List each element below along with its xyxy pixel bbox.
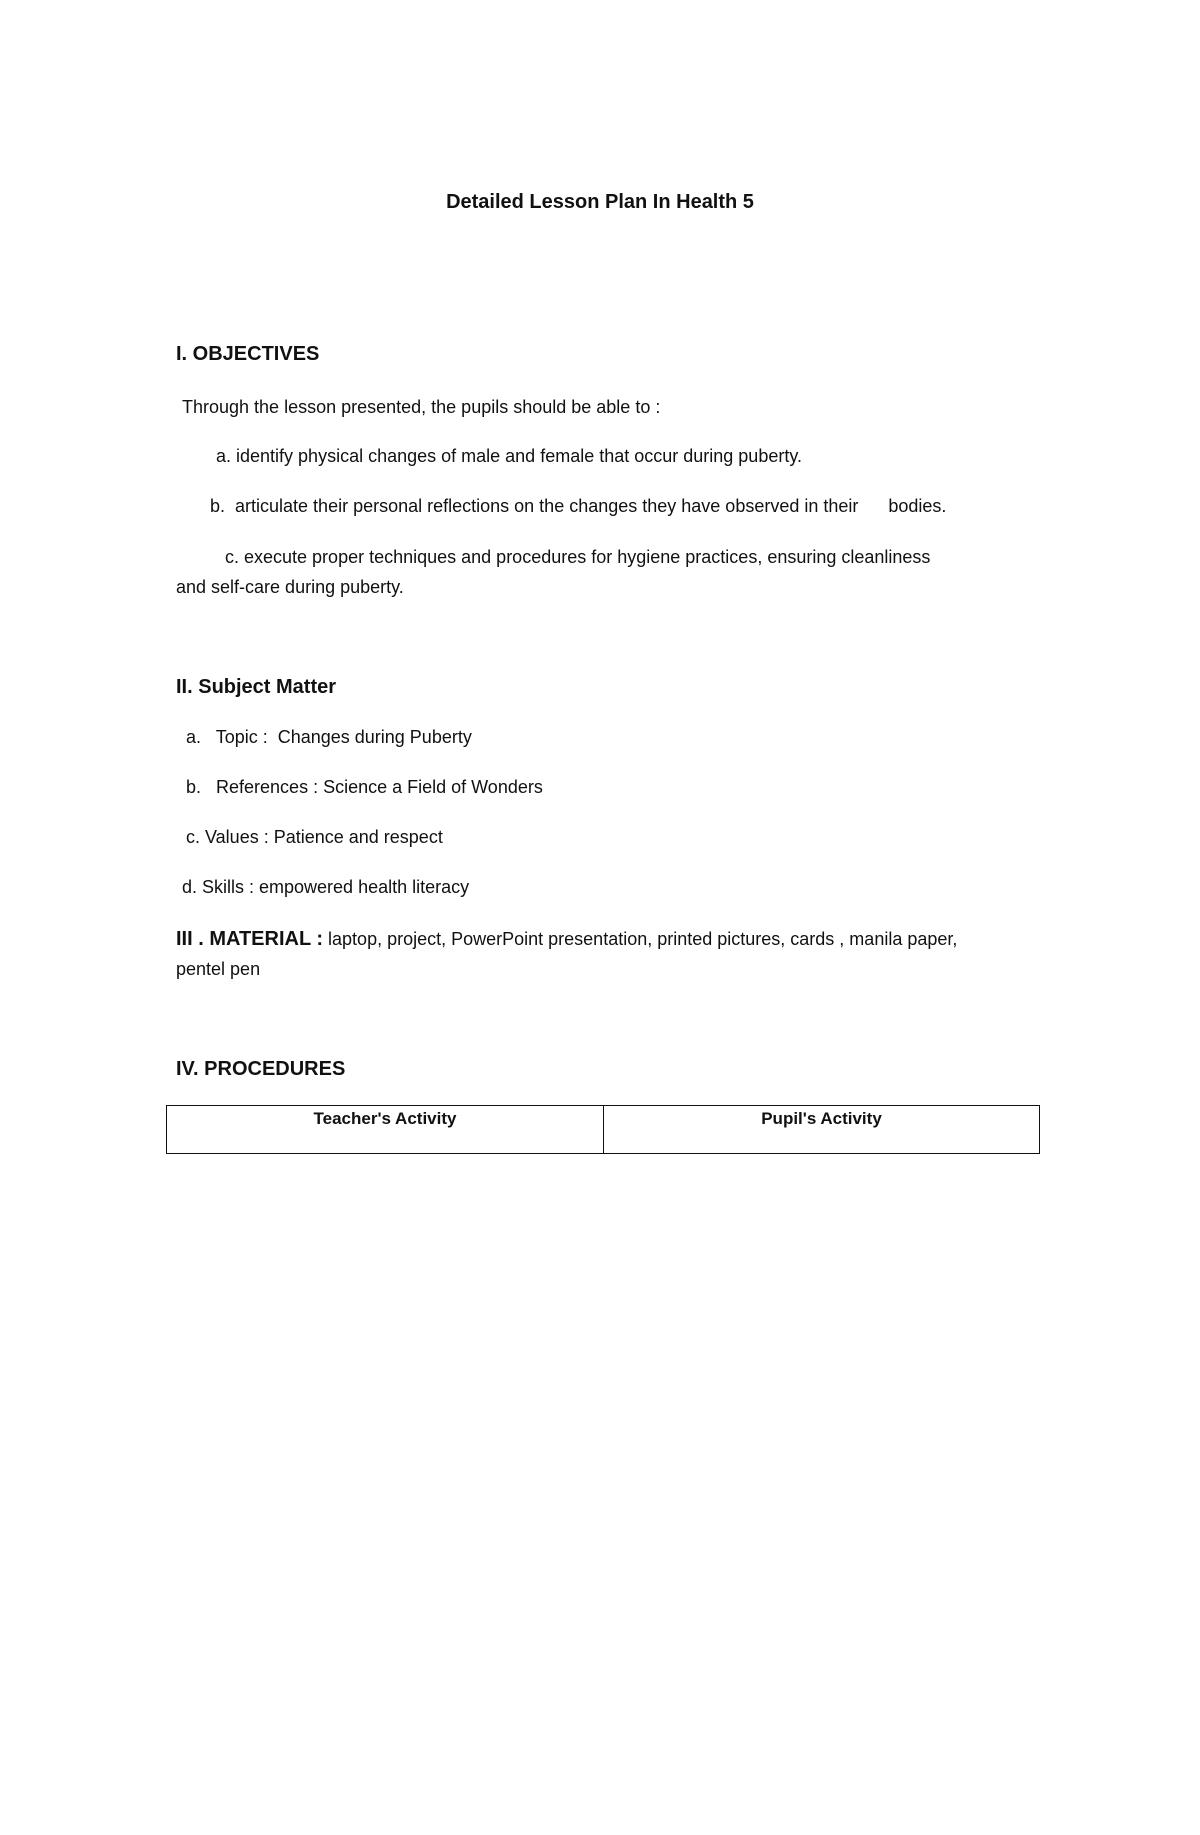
procedures-table — [166, 1105, 1040, 1154]
material-text: laptop, project, PowerPoint presentation, printed pictures, cards , manila paper, — [323, 929, 958, 949]
teacher-activity-header: Teacher's Activity — [167, 1106, 604, 1154]
subject-references: b. References : Science a Field of Wonders — [186, 777, 543, 797]
table-header-row — [167, 1106, 1040, 1154]
objective-item-a: a. identify physical changes of male and female that occur during puberty. — [216, 446, 803, 466]
procedures-heading: IV. PROCEDURES — [176, 1058, 346, 1080]
material-text-line2: pentel pen — [176, 959, 261, 979]
objective-item-c: c. execute proper techniques and procedures for hygiene practices, ensuring cleanliness — [225, 547, 931, 567]
objectives-heading: I. OBJECTIVES — [176, 343, 320, 365]
objective-item-c-continued: and self-care during puberty. — [176, 577, 404, 597]
subject-matter-heading: II. Subject Matter — [176, 676, 337, 698]
subject-topic: a. Topic : Changes during Puberty — [186, 727, 472, 747]
pupil-activity-header: Pupil's Activity — [604, 1106, 1040, 1154]
objectives-intro: Through the lesson presented, the pupils should be able to : — [182, 397, 661, 417]
material-paragraph — [176, 924, 1046, 984]
document-title: Detailed Lesson Plan In Health 5 — [446, 191, 754, 213]
objective-item-b: b. articulate their personal reflections on the changes they have observed in their bodies. — [210, 496, 947, 516]
subject-values: c. Values : Patience and respect — [186, 827, 443, 847]
subject-skills: d. Skills : empowered health literacy — [182, 877, 470, 897]
material-label: III . MATERIAL : — [176, 928, 324, 950]
